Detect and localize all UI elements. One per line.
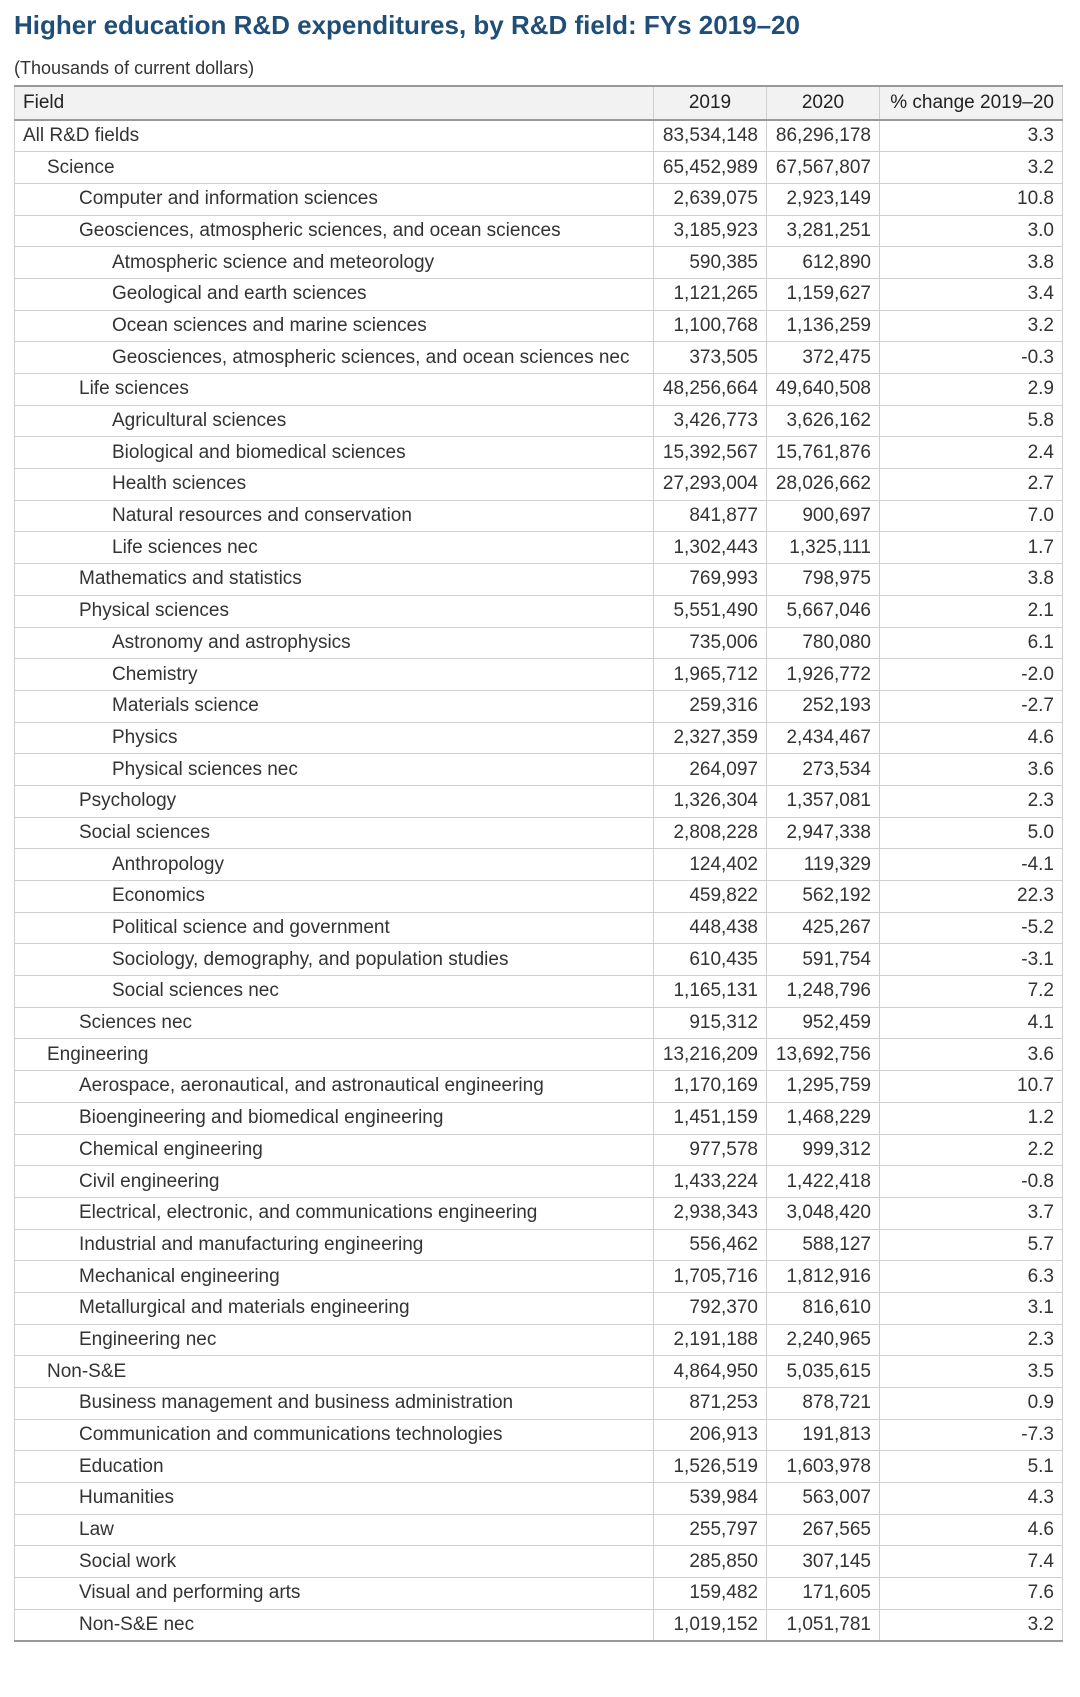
field-cell: Health sciences [15,469,654,501]
pct-change-cell: 3.5 [880,1356,1063,1388]
pct-change-cell: 6.3 [880,1261,1063,1293]
table-subtitle: (Thousands of current dollars) [14,58,255,78]
value-2020-cell: 798,975 [767,564,880,596]
value-2019-cell: 1,019,152 [654,1609,767,1641]
pct-change-cell: 5.1 [880,1451,1063,1483]
field-cell: Natural resources and conservation [15,500,654,532]
table-row [15,849,1063,881]
table-row [15,817,1063,849]
value-2020-cell: 2,947,338 [767,817,880,849]
table-row [15,1229,1063,1261]
pct-change-cell: 2.9 [880,374,1063,406]
value-2019-cell: 264,097 [654,754,767,786]
pct-change-cell: 3.6 [880,754,1063,786]
value-2020-cell: 612,890 [767,247,880,279]
field-cell: Sociology, demography, and population studies [15,944,654,976]
value-2019-cell: 65,452,989 [654,152,767,184]
field-cell: Education [15,1451,654,1483]
table-row [15,215,1063,247]
pct-change-cell: 2.7 [880,469,1063,501]
table-row [15,278,1063,310]
value-2020-cell: 86,296,178 [767,120,880,152]
pct-change-cell: 3.8 [880,247,1063,279]
value-2019-cell: 285,850 [654,1546,767,1578]
pct-change-cell: 2.3 [880,1324,1063,1356]
pct-change-cell: 3.2 [880,152,1063,184]
table-row [15,532,1063,564]
table-row [15,310,1063,342]
table-row [15,944,1063,976]
value-2019-cell: 556,462 [654,1229,767,1261]
field-cell: Physical sciences nec [15,754,654,786]
value-2019-cell: 373,505 [654,342,767,374]
value-2020-cell: 1,468,229 [767,1102,880,1134]
value-2020-cell: 119,329 [767,849,880,881]
table-body [15,120,1063,1641]
field-cell: Computer and information sciences [15,183,654,215]
table-row [15,469,1063,501]
table-row [15,690,1063,722]
field-cell: Metallurgical and materials engineering [15,1292,654,1324]
field-cell: Visual and performing arts [15,1578,654,1610]
field-cell: Geosciences, atmospheric sciences, and ocean sciences nec [15,342,654,374]
table-row [15,120,1063,152]
field-cell: Chemistry [15,659,654,691]
value-2019-cell: 2,191,188 [654,1324,767,1356]
pct-change-cell: 2.2 [880,1134,1063,1166]
column-header-2020: 2020 [767,86,880,120]
value-2020-cell: 3,626,162 [767,405,880,437]
value-2019-cell: 1,165,131 [654,976,767,1008]
value-2019-cell: 1,705,716 [654,1261,767,1293]
table-row [15,722,1063,754]
value-2020-cell: 67,567,807 [767,152,880,184]
field-cell: Political science and government [15,912,654,944]
field-cell: Mathematics and statistics [15,564,654,596]
value-2020-cell: 171,605 [767,1578,880,1610]
field-cell: Industrial and manufacturing engineering [15,1229,654,1261]
value-2020-cell: 1,159,627 [767,278,880,310]
field-cell: Life sciences [15,374,654,406]
pct-change-cell: 7.4 [880,1546,1063,1578]
pct-change-cell: -2.0 [880,659,1063,691]
field-cell: Anthropology [15,849,654,881]
value-2019-cell: 1,100,768 [654,310,767,342]
value-2020-cell: 15,761,876 [767,437,880,469]
pct-change-cell: -0.3 [880,342,1063,374]
table-row [15,659,1063,691]
table-row [15,1578,1063,1610]
field-cell: Geological and earth sciences [15,278,654,310]
pct-change-cell: -7.3 [880,1419,1063,1451]
value-2020-cell: 1,812,916 [767,1261,880,1293]
value-2019-cell: 48,256,664 [654,374,767,406]
value-2020-cell: 1,422,418 [767,1166,880,1198]
value-2019-cell: 735,006 [654,627,767,659]
value-2019-cell: 448,438 [654,912,767,944]
value-2020-cell: 267,565 [767,1514,880,1546]
value-2019-cell: 1,121,265 [654,278,767,310]
column-header-2019: 2019 [654,86,767,120]
pct-change-cell: 2.3 [880,785,1063,817]
pct-change-cell: 7.0 [880,500,1063,532]
table-row [15,1609,1063,1641]
table-row [15,881,1063,913]
value-2019-cell: 1,526,519 [654,1451,767,1483]
pct-change-cell: 10.8 [880,183,1063,215]
field-cell: Mechanical engineering [15,1261,654,1293]
table-row [15,1166,1063,1198]
table-row [15,1324,1063,1356]
field-cell: Physical sciences [15,595,654,627]
pct-change-cell: 4.3 [880,1483,1063,1515]
pct-change-cell: -4.1 [880,849,1063,881]
value-2020-cell: 1,325,111 [767,532,880,564]
value-2020-cell: 1,926,772 [767,659,880,691]
table-row [15,627,1063,659]
value-2019-cell: 83,534,148 [654,120,767,152]
value-2020-cell: 1,051,781 [767,1609,880,1641]
value-2019-cell: 1,302,443 [654,532,767,564]
pct-change-cell: 4.6 [880,1514,1063,1546]
value-2019-cell: 2,808,228 [654,817,767,849]
value-2019-cell: 3,185,923 [654,215,767,247]
value-2020-cell: 878,721 [767,1388,880,1420]
value-2019-cell: 539,984 [654,1483,767,1515]
field-cell: Sciences nec [15,1007,654,1039]
value-2019-cell: 13,216,209 [654,1039,767,1071]
pct-change-cell: 6.1 [880,627,1063,659]
value-2020-cell: 1,357,081 [767,785,880,817]
value-2020-cell: 1,136,259 [767,310,880,342]
value-2019-cell: 459,822 [654,881,767,913]
field-cell: Social work [15,1546,654,1578]
table-row [15,1071,1063,1103]
value-2020-cell: 1,603,978 [767,1451,880,1483]
field-cell: Non-S&E nec [15,1609,654,1641]
field-cell: Atmospheric science and meteorology [15,247,654,279]
pct-change-cell: 5.7 [880,1229,1063,1261]
pct-change-cell: 10.7 [880,1071,1063,1103]
pct-change-cell: 3.8 [880,564,1063,596]
value-2019-cell: 841,877 [654,500,767,532]
field-cell: Engineering nec [15,1324,654,1356]
value-2020-cell: 13,692,756 [767,1039,880,1071]
field-cell: Chemical engineering [15,1134,654,1166]
value-2019-cell: 871,253 [654,1388,767,1420]
value-2020-cell: 952,459 [767,1007,880,1039]
column-header-pct-change: % change 2019–20 [880,86,1063,120]
field-cell: Electrical, electronic, and communications engineering [15,1197,654,1229]
table-row [15,1419,1063,1451]
pct-change-cell: 3.2 [880,310,1063,342]
value-2019-cell: 259,316 [654,690,767,722]
pct-change-cell: -2.7 [880,690,1063,722]
rd-expenditures-table [14,85,1063,1642]
value-2019-cell: 206,913 [654,1419,767,1451]
pct-change-cell: -0.8 [880,1166,1063,1198]
field-cell: Law [15,1514,654,1546]
table-row [15,785,1063,817]
field-cell: Psychology [15,785,654,817]
pct-change-cell: 3.1 [880,1292,1063,1324]
pct-change-cell: 3.3 [880,120,1063,152]
value-2020-cell: 3,048,420 [767,1197,880,1229]
table-row [15,405,1063,437]
value-2019-cell: 590,385 [654,247,767,279]
value-2019-cell: 27,293,004 [654,469,767,501]
value-2019-cell: 124,402 [654,849,767,881]
field-cell: Economics [15,881,654,913]
field-cell: Social sciences nec [15,976,654,1008]
value-2019-cell: 3,426,773 [654,405,767,437]
value-2020-cell: 28,026,662 [767,469,880,501]
value-2019-cell: 5,551,490 [654,595,767,627]
value-2019-cell: 792,370 [654,1292,767,1324]
field-cell: All R&D fields [15,120,654,152]
table-row [15,1451,1063,1483]
pct-change-cell: 7.6 [880,1578,1063,1610]
table-row [15,595,1063,627]
value-2019-cell: 2,327,359 [654,722,767,754]
table-row [15,374,1063,406]
field-cell: Humanities [15,1483,654,1515]
pct-change-cell: -5.2 [880,912,1063,944]
table-row [15,754,1063,786]
value-2020-cell: 999,312 [767,1134,880,1166]
value-2019-cell: 977,578 [654,1134,767,1166]
table-row [15,437,1063,469]
field-cell: Biological and biomedical sciences [15,437,654,469]
pct-change-cell: 1.7 [880,532,1063,564]
field-cell: Communication and communications technologies [15,1419,654,1451]
value-2019-cell: 15,392,567 [654,437,767,469]
value-2020-cell: 425,267 [767,912,880,944]
pct-change-cell: 22.3 [880,881,1063,913]
field-cell: Bioengineering and biomedical engineering [15,1102,654,1134]
pct-change-cell: 3.2 [880,1609,1063,1641]
pct-change-cell: 4.1 [880,1007,1063,1039]
value-2020-cell: 191,813 [767,1419,880,1451]
pct-change-cell: 3.7 [880,1197,1063,1229]
table-row [15,1007,1063,1039]
field-cell: Astronomy and astrophysics [15,627,654,659]
table-row [15,1261,1063,1293]
pct-change-cell: 5.8 [880,405,1063,437]
field-cell: Engineering [15,1039,654,1071]
field-cell: Aerospace, aeronautical, and astronautical engineering [15,1071,654,1103]
value-2020-cell: 5,667,046 [767,595,880,627]
value-2020-cell: 816,610 [767,1292,880,1324]
value-2020-cell: 1,248,796 [767,976,880,1008]
field-cell: Non-S&E [15,1356,654,1388]
value-2019-cell: 769,993 [654,564,767,596]
table-row [15,1197,1063,1229]
value-2019-cell: 1,965,712 [654,659,767,691]
table-row [15,247,1063,279]
field-cell: Materials science [15,690,654,722]
value-2019-cell: 2,639,075 [654,183,767,215]
table-row [15,342,1063,374]
value-2019-cell: 4,864,950 [654,1356,767,1388]
value-2020-cell: 563,007 [767,1483,880,1515]
value-2020-cell: 273,534 [767,754,880,786]
column-header-field: Field [15,86,654,120]
table-row [15,564,1063,596]
value-2020-cell: 252,193 [767,690,880,722]
page-title: Higher education R&D expenditures, by R&D field: FYs 2019–20 [14,10,800,40]
field-cell: Civil engineering [15,1166,654,1198]
field-cell: Ocean sciences and marine sciences [15,310,654,342]
value-2020-cell: 1,295,759 [767,1071,880,1103]
value-2020-cell: 5,035,615 [767,1356,880,1388]
value-2020-cell: 2,434,467 [767,722,880,754]
value-2020-cell: 3,281,251 [767,215,880,247]
table-row [15,1483,1063,1515]
value-2019-cell: 610,435 [654,944,767,976]
pct-change-cell: 3.4 [880,278,1063,310]
value-2019-cell: 2,938,343 [654,1197,767,1229]
value-2019-cell: 255,797 [654,1514,767,1546]
value-2020-cell: 900,697 [767,500,880,532]
value-2020-cell: 562,192 [767,881,880,913]
table-row [15,1514,1063,1546]
pct-change-cell: 5.0 [880,817,1063,849]
table-row [15,1102,1063,1134]
field-cell: Business management and business administration [15,1388,654,1420]
pct-change-cell: 0.9 [880,1388,1063,1420]
table-row [15,152,1063,184]
value-2019-cell: 1,451,159 [654,1102,767,1134]
pct-change-cell: 2.4 [880,437,1063,469]
table-row [15,1546,1063,1578]
table-row [15,500,1063,532]
pct-change-cell: 3.6 [880,1039,1063,1071]
table-row [15,976,1063,1008]
field-cell: Geosciences, atmospheric sciences, and ocean sciences [15,215,654,247]
value-2019-cell: 1,326,304 [654,785,767,817]
table-header-row [15,86,1063,120]
table-row [15,1039,1063,1071]
value-2019-cell: 1,170,169 [654,1071,767,1103]
value-2020-cell: 2,240,965 [767,1324,880,1356]
pct-change-cell: -3.1 [880,944,1063,976]
value-2020-cell: 49,640,508 [767,374,880,406]
pct-change-cell: 4.6 [880,722,1063,754]
value-2020-cell: 588,127 [767,1229,880,1261]
table-row [15,1388,1063,1420]
value-2020-cell: 307,145 [767,1546,880,1578]
pct-change-cell: 2.1 [880,595,1063,627]
table-row [15,1292,1063,1324]
field-cell: Physics [15,722,654,754]
value-2020-cell: 780,080 [767,627,880,659]
value-2019-cell: 1,433,224 [654,1166,767,1198]
value-2020-cell: 591,754 [767,944,880,976]
field-cell: Social sciences [15,817,654,849]
field-cell: Agricultural sciences [15,405,654,437]
value-2019-cell: 159,482 [654,1578,767,1610]
table-row [15,183,1063,215]
field-cell: Science [15,152,654,184]
pct-change-cell: 3.0 [880,215,1063,247]
value-2019-cell: 915,312 [654,1007,767,1039]
pct-change-cell: 7.2 [880,976,1063,1008]
value-2020-cell: 372,475 [767,342,880,374]
pct-change-cell: 1.2 [880,1102,1063,1134]
table-row [15,1134,1063,1166]
field-cell: Life sciences nec [15,532,654,564]
value-2020-cell: 2,923,149 [767,183,880,215]
table-row [15,1356,1063,1388]
table-row [15,912,1063,944]
